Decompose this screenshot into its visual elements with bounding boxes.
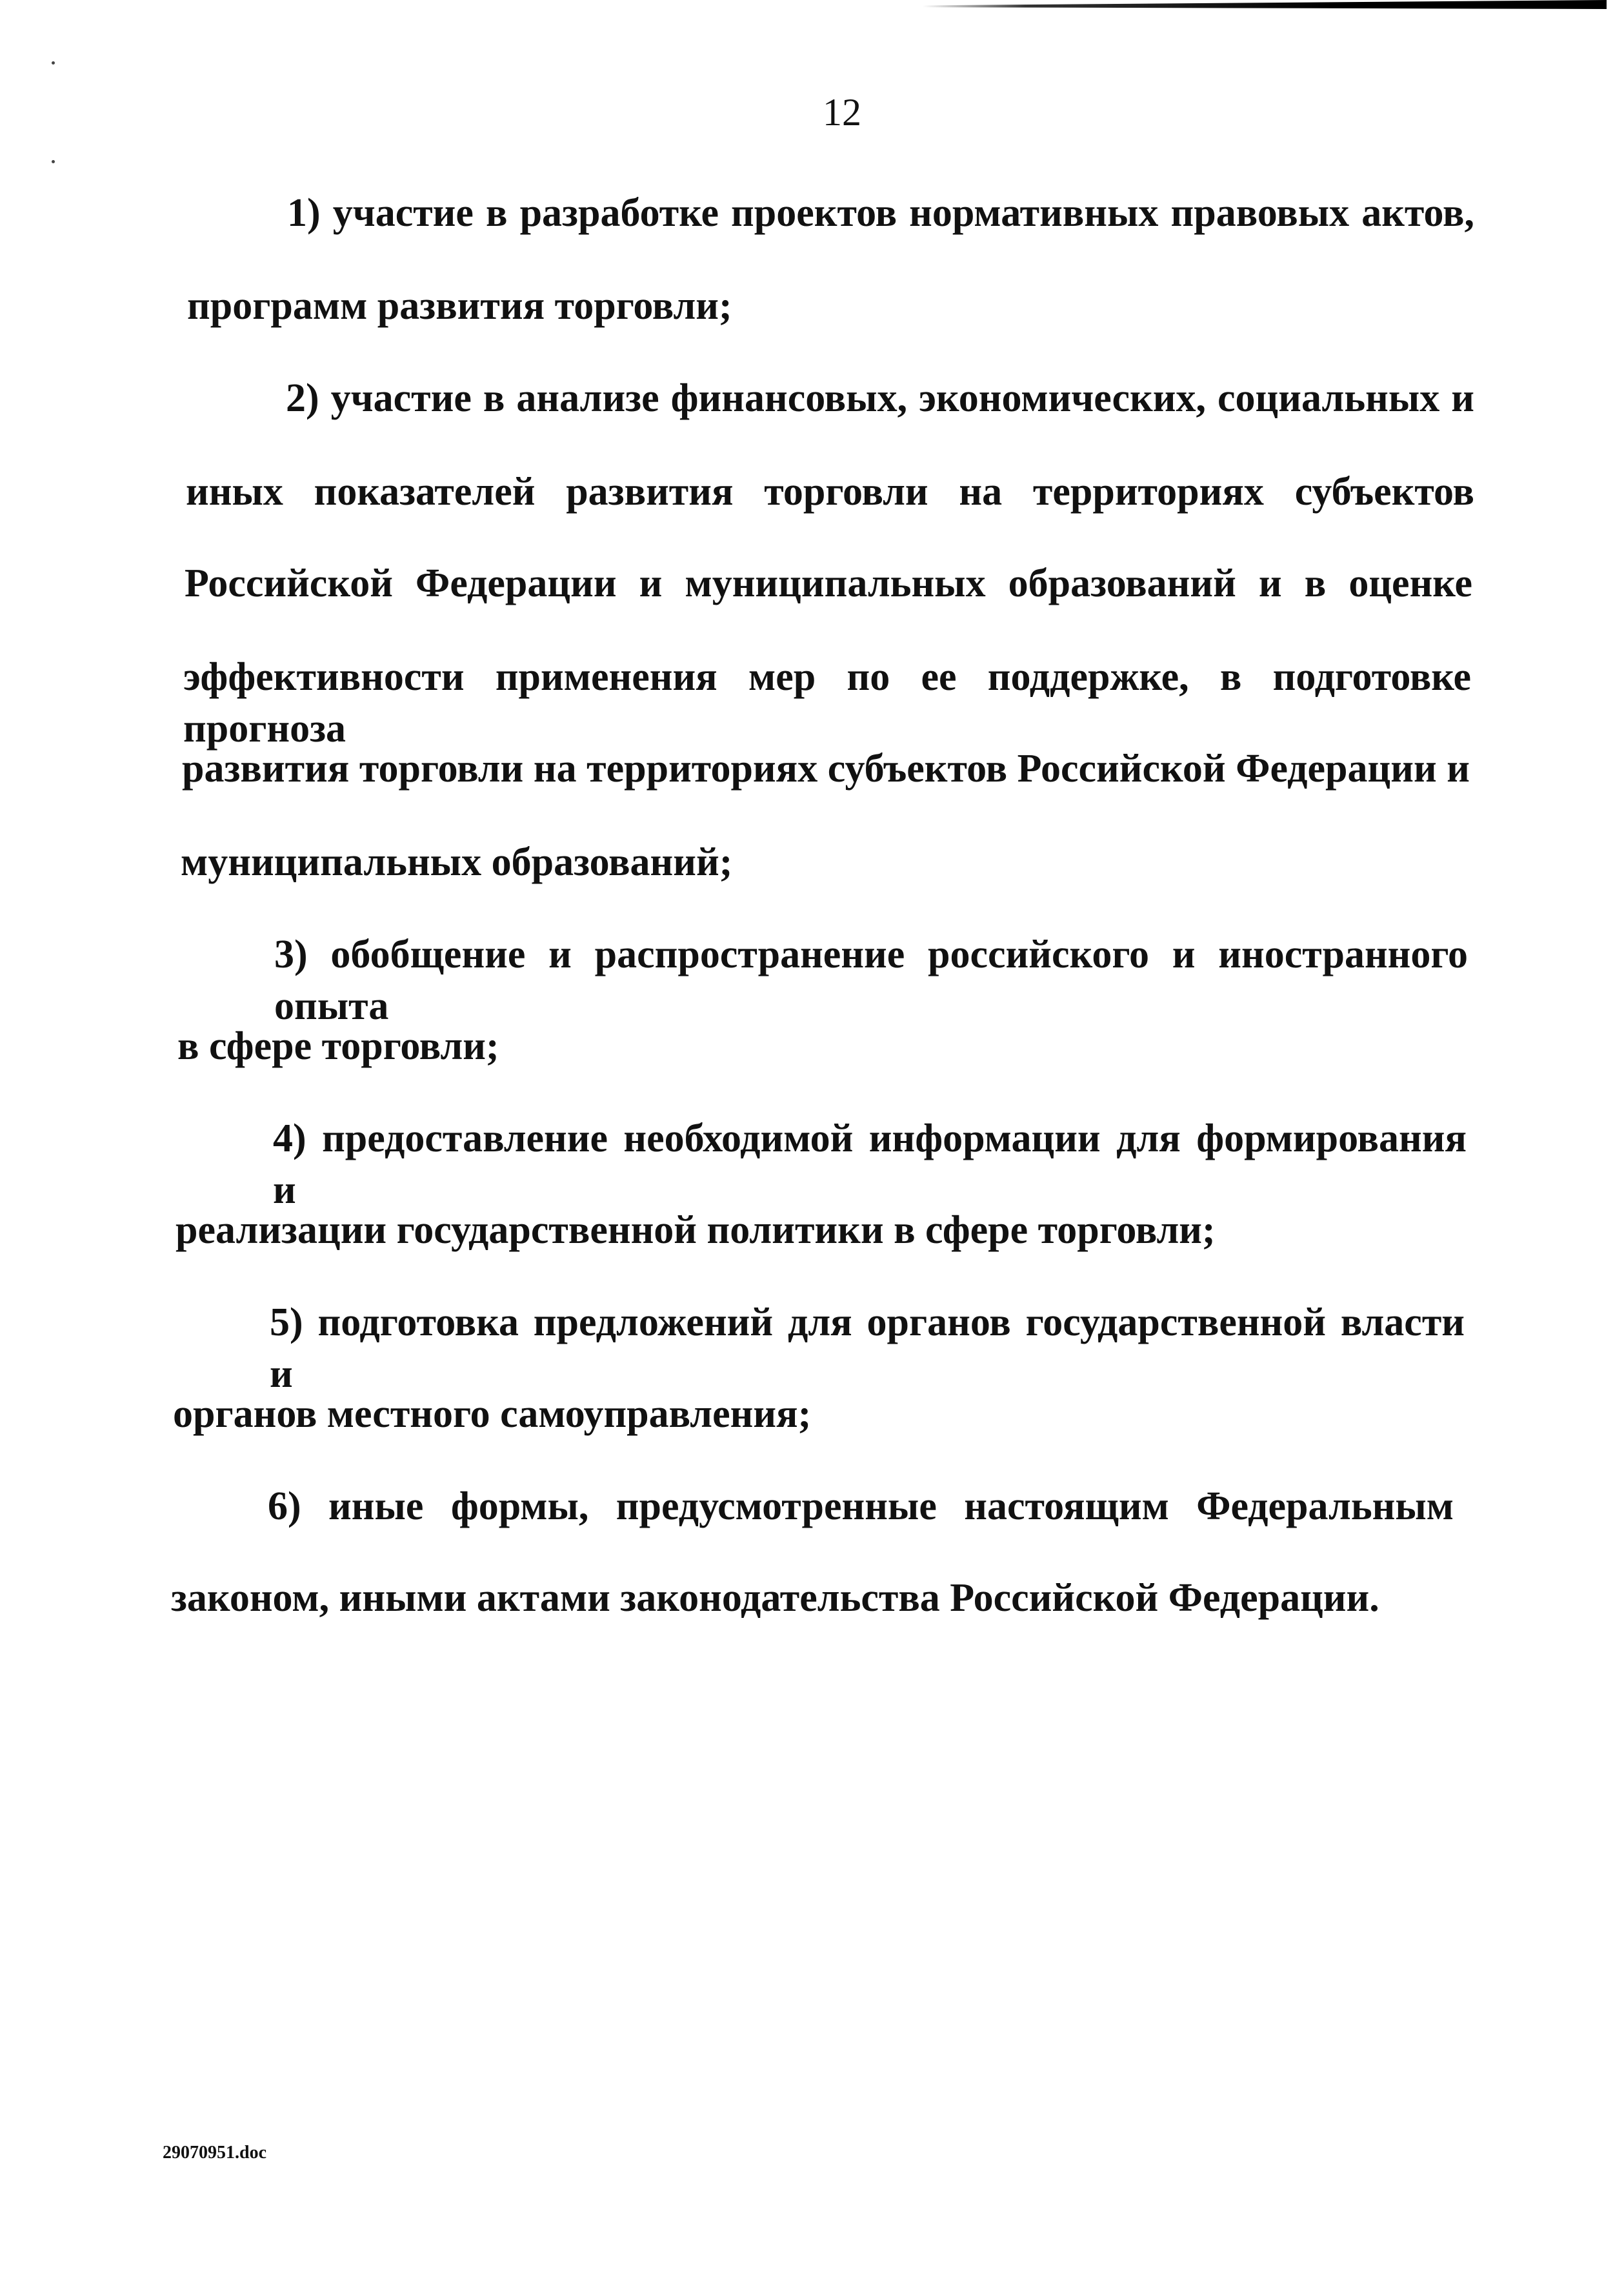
item-6-line-1: 6) иные формы, предусмотренные настоящим Федеральным	[268, 1484, 1454, 1528]
item-2-line-4: эффективности применения мер по ее поддержке, в подготовке прогноза	[183, 655, 1471, 751]
item-2-line-2: иных показателей развития торговли на территориях субъектов	[186, 470, 1474, 514]
item-2-line-3: Российской Федерации и муниципальных образований и в оценке	[185, 561, 1472, 605]
item-3-line-1: 3) обобщение и распространение российского и иностранного опыта	[274, 933, 1468, 1028]
page-number: 12	[823, 91, 861, 134]
scan-speck	[52, 160, 55, 163]
item-1-line-2: программ развития торговли;	[187, 284, 732, 328]
item-6-line-2: законом, иными актами законодательства Российской Федерации.	[171, 1576, 1379, 1620]
item-5-line-1: 5) подготовка предложений для органов государственной власти и	[270, 1300, 1465, 1396]
footer-filename: 29070951.doc	[163, 2143, 266, 2163]
item-4-line-2: реализации государственной политики в сфере торговли;	[175, 1208, 1216, 1252]
scan-speck	[52, 61, 55, 65]
item-2-line-1: 2) участие в анализе финансовых, экономических, социальных и	[286, 376, 1474, 420]
item-3-line-2: в сфере торговли;	[177, 1024, 499, 1068]
item-1-line-1: 1) участие в разработке проектов нормативных правовых актов,	[287, 191, 1474, 235]
item-5-line-2: органов местного самоуправления;	[173, 1392, 812, 1436]
scan-edge-mark	[923, 0, 1607, 9]
item-4-line-1: 4) предоставление необходимой информации для формирования и	[273, 1116, 1467, 1212]
item-2-line-6: муниципальных образований;	[181, 840, 733, 884]
item-2-line-5: развития торговли на территориях субъектов Российской Федерации и	[182, 747, 1470, 791]
